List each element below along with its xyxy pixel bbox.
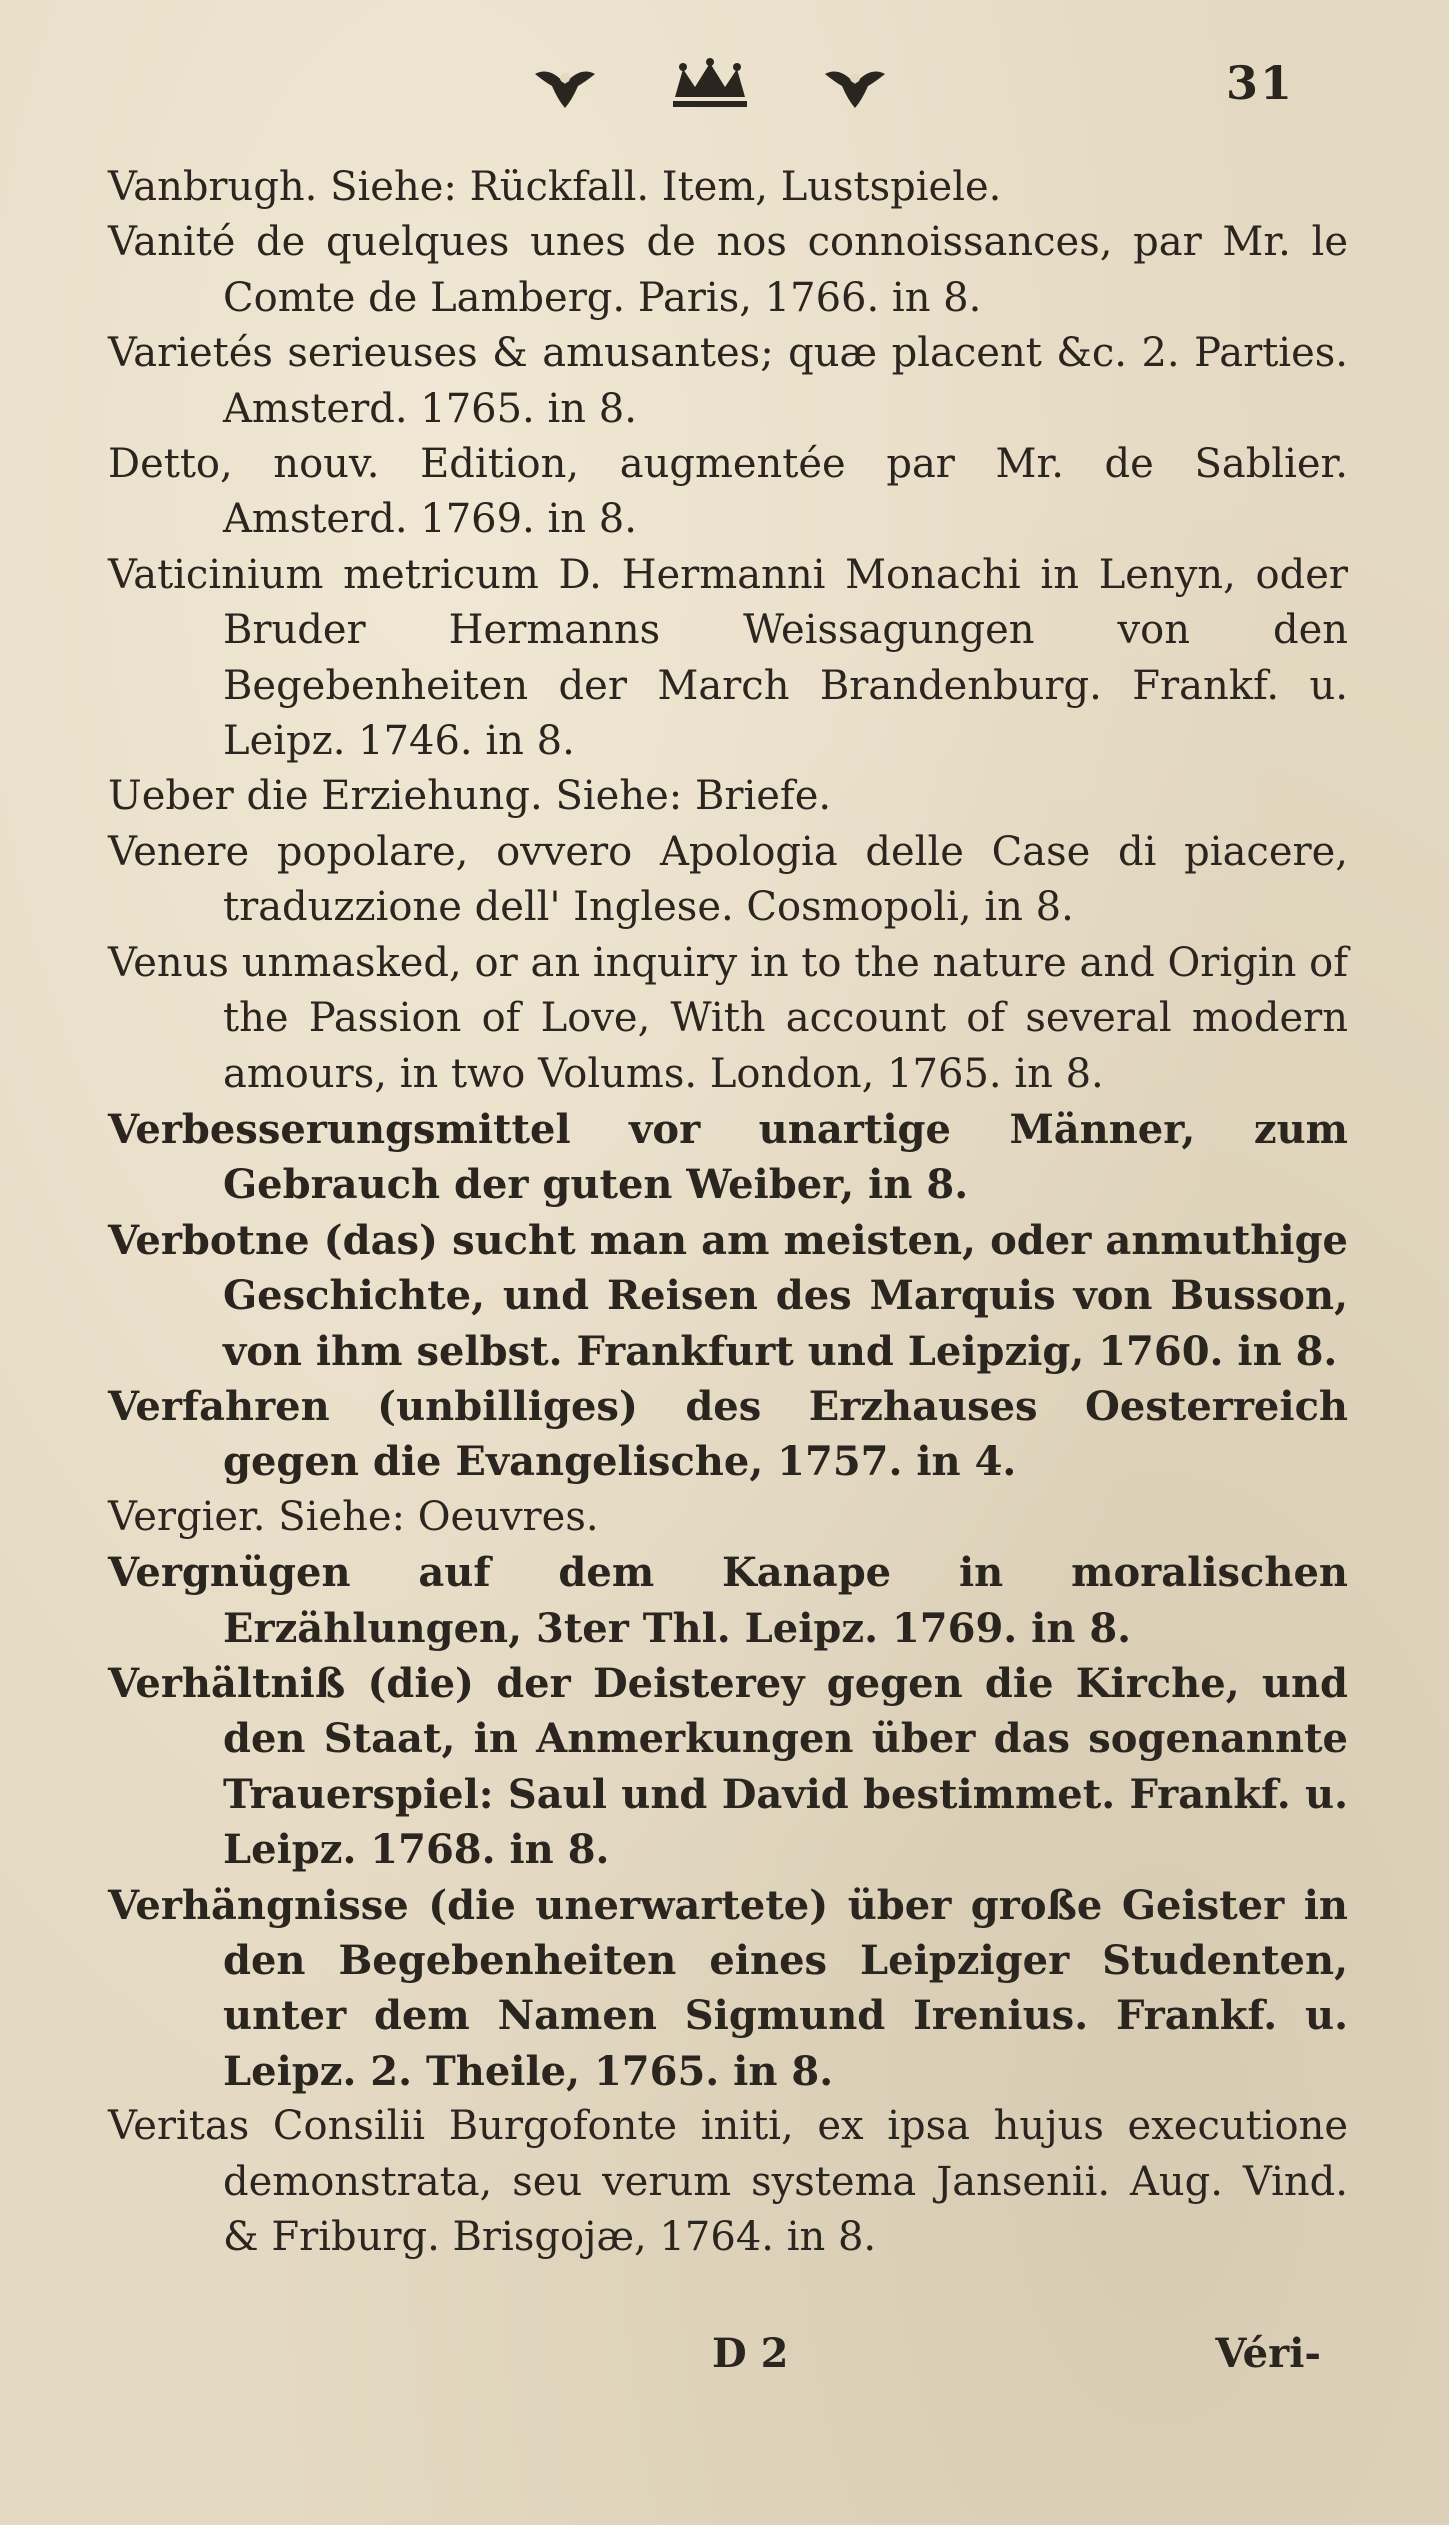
page-header: [0, 52, 1449, 122]
catchword: Véri-: [1215, 2330, 1321, 2377]
index-entry: Venere popolare, ovvero Apologia delle Case di piacere, traduzzione dell' Inglese. Cosmopoli, in 8.: [108, 828, 1348, 931]
index-entry: Veritas Consilii Burgofonte initi, ex ipsa hujus executione demonstrata, seu verum systema Jansenii. Aug. Vind. & Friburg. Brisgojæ, 1764. in 8.: [108, 2103, 1348, 2261]
index-entry: Vanbrugh. Siehe: Rückfall. Item, Lustspiele.: [108, 164, 1002, 210]
index-entry: Verhängnisse (die unerwartete) über große Geister in den Begebenheiten eines Leipziger Studenten, unter dem Namen Sigmund Irenius. Frankf. u. Leipz. 2. Theile, 1765. in 8.: [108, 1881, 1348, 2095]
index-entries: [108, 160, 1348, 2265]
index-entry: Verbesserungsmittel vor unartige Männer, zum Gebrauch der guten Weiber, in 8.: [108, 1105, 1348, 1209]
index-entry: Vaticinium metricum D. Hermanni Monachi in Lenyn, oder Bruder Hermanns Weissagungen von den Begebenheiten der March Brandenburg. Frankf. u. Leipz. 1746. in 8.: [108, 551, 1348, 765]
index-entry: Detto, nouv. Edition, augmentée par Mr. de Sablier. Amsterd. 1769. in 8.: [108, 441, 1348, 543]
index-entry: Verfahren (unbilliges) des Erzhauses Oesterreich gegen die Evangelische, 1757. in 4.: [108, 1382, 1348, 1486]
index-entry: Varietés serieuses & amusantes; quæ placent &c. 2. Parties. Amsterd. 1765. in 8.: [108, 330, 1348, 432]
crown-icon: [665, 57, 755, 117]
index-entry: Venus unmasked, or an inquiry in to the nature and Origin of the Passion of Love, With account of several modern amours, in two Volums. London, 1765. in 8.: [108, 939, 1348, 1097]
index-entry: Vanité de quelques unes de nos connoissances, par Mr. le Comte de Lamberg. Paris, 1766. in 8.: [108, 219, 1348, 321]
index-entry: Ueber die Erziehung. Siehe: Briefe.: [108, 773, 832, 820]
signature-mark: D 2: [712, 2330, 789, 2377]
index-entry: Verbotne (das) sucht man am meisten, oder anmuthige Geschichte, und Reisen des Marquis von Busson, von ihm selbst. Frankfurt und Leipzig, 1760. in 8.: [108, 1216, 1348, 1375]
index-entry: Vergnügen auf dem Kanape in moralischen Erzählungen, 3ter Thl. Leipz. 1769. in 8.: [108, 1549, 1348, 1652]
fleuron-icon: [530, 62, 600, 112]
fleuron-icon: [820, 62, 890, 112]
index-entry: Vergier. Siehe: Oeuvres.: [108, 1493, 599, 1540]
page-number: 31: [1225, 56, 1294, 110]
index-entry: Verhältniß (die) der Deisterey gegen die Kirche, und den Staat, in Anmerkungen über das sogenannte Trauerspiel: Saul und David bestimmet. Frankf. u. Leipz. 1768. in 8.: [108, 1659, 1348, 1874]
header-ornaments: [530, 52, 890, 122]
page-footer: [0, 2330, 1449, 2390]
